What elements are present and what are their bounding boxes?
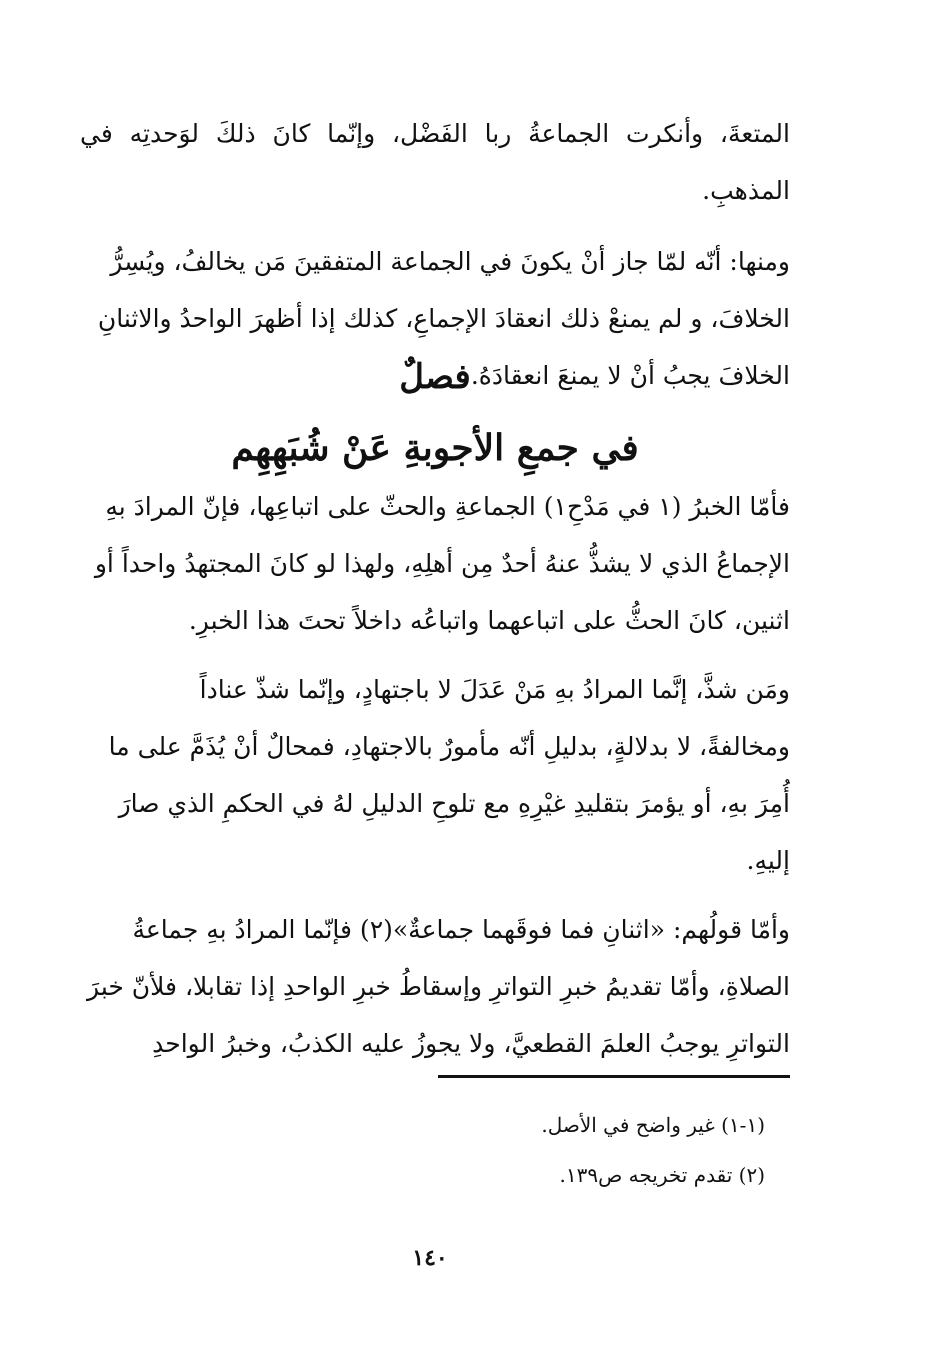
paragraph [80, 901, 790, 1072]
text-line: وأمّا قولُهم: «اثنانِ فما فوقَهما جماعةٌ»(٢) فإنّما المرادُ بهِ جماعةُ [132, 915, 790, 944]
text-line: التواترِ يوجبُ العلمَ القطعيَّ، ولا يجوزُ عليه الكذبُ، وخبرُ الواحدِ [152, 1029, 790, 1058]
text-line: الخلافَ يجبُ أنْ لا يمنعَ انعقادَهُ. [470, 361, 790, 390]
section-heading: فصلٌ [399, 357, 471, 397]
text-line: فأمّا الخبرُ (١ في مَدْحِ١) الجماعةِ والحثّ على اتباعِها، فإنّ المرادَ بهِ [105, 492, 790, 521]
footnote-divider [438, 1075, 790, 1078]
text-line: الصلاةِ، وأمّا تقديمُ خبرِ التواترِ وإسقاطُ خبرِ الواحدِ إذا تقابلا، فلأنّ خبرَ [87, 972, 790, 1001]
paragraph [80, 478, 790, 649]
text-line: المتعةَ، وأنكرت الجماعةُ ربا الفَضْل، وإنّما كانَ ذلكَ لوَحدتِه في المذهبِ. [80, 119, 790, 205]
text-line: ومَن شذَّ، إنَّما المرادُ بهِ مَنْ عَدَلَ لا باجتهادٍ، وإنّما شذّ عناداً [199, 675, 790, 704]
text-line: الإجماعُ الذي لا يشذُّ عنهُ أحدٌ مِن أهلِهِ، ولهذا لو كانَ المجتهدُ واحداً أو [94, 549, 790, 578]
paragraph [80, 661, 790, 889]
text-line: ومنها: أنّه لمّا جاز أنْ يكونَ في الجماعة المتفقينَ مَن يخالفُ، ويُسِرُّ [110, 247, 790, 276]
text-line: إليهِ. [746, 846, 790, 875]
text-line: ومخالفةً، لا بدلالةٍ، بدليلِ أنّه مأمورٌ بالاجتهادِ، فمحالٌ أنْ يُذَمَّ على ما [108, 732, 790, 761]
text-line: اثنين، كانَ الحثُّ على اتباعهما واتباعُه داخلاً تحتَ هذا الخبرِ. [188, 606, 790, 635]
footnotes [200, 1100, 765, 1200]
footnote: (٢) تقدم تخريجه ص١٣٩. [559, 1163, 765, 1187]
paragraph [80, 105, 790, 219]
paragraph-gap [80, 219, 790, 233]
footnote: (١-١) غير واضح في الأصل. [541, 1113, 765, 1137]
page-number: ١٤٠ [412, 1245, 448, 1271]
body-text-block [80, 478, 790, 1072]
paragraph-gap [80, 889, 790, 901]
text-line: أُمِرَ بهِ، أو يؤمرَ بتقليدِ غيْرِهِ مع تلوحِ الدليلِ لهُ في الحكمِ الذي صارَ [118, 789, 790, 818]
paragraph-gap [80, 649, 790, 661]
text-line: الخلافَ، و لم يمنعْ ذلك انعقادَ الإجماعِ، كذلك إذا أظهرَ الواحدُ والاثنانِ [97, 304, 790, 333]
section-title: في جمعِ الأجوبةِ عَنْ شُبَهِهِم [231, 427, 639, 469]
